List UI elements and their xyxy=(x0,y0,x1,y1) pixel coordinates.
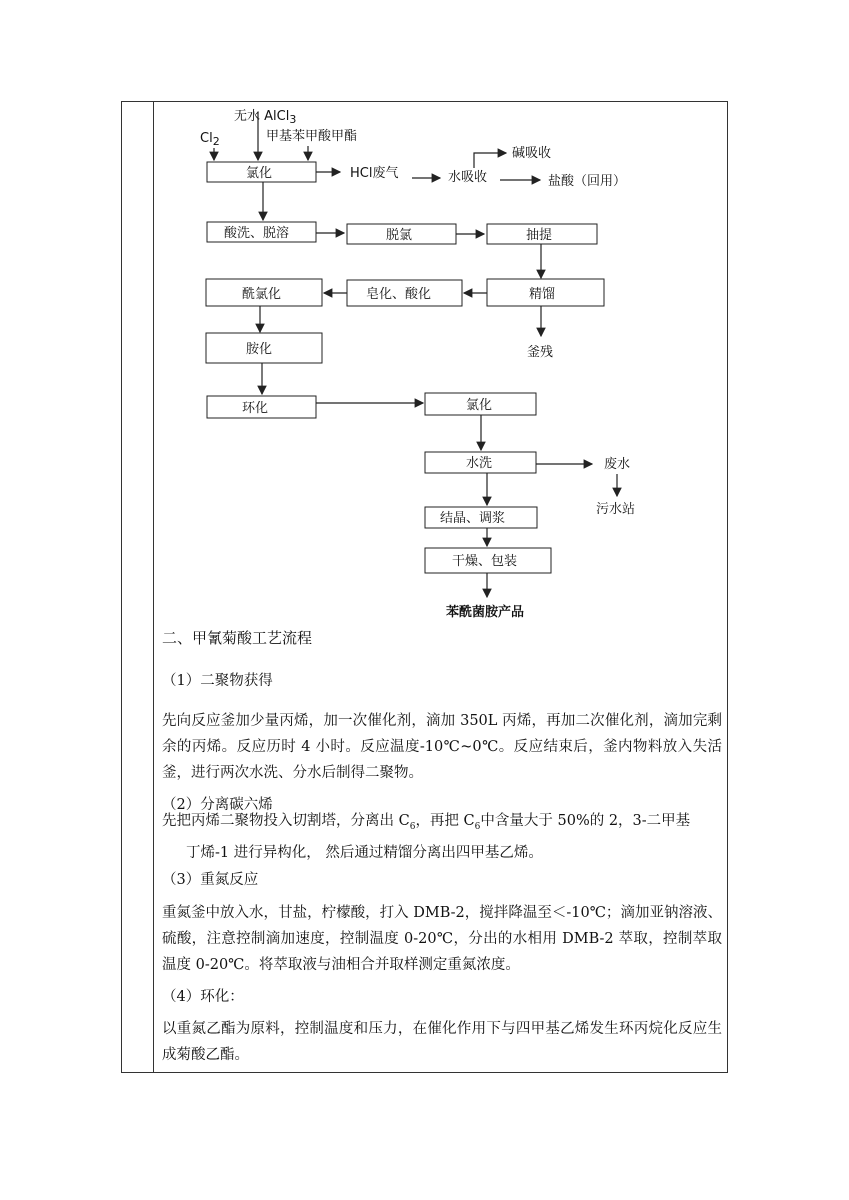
s1-body: 先向反应釜加少量丙烯，加一次催化剂，滴加 350L 丙烯，再加二次催化剂，滴加完剩余的丙烯。反应历时 4 小时。反应温度-10℃~0℃。反应结束后，釜内物料放入失活釜，进行两次水洗、分水后制得二聚物。 xyxy=(162,713,722,781)
s1-title: （1）二聚物获得 xyxy=(162,673,273,689)
section-title: 二、甲氰菊酸工艺流程 xyxy=(162,629,313,647)
residue-label: 釜残 xyxy=(527,345,554,360)
box-amidation-label: 胺化 xyxy=(246,342,273,357)
wastewater-label: 废水 xyxy=(604,457,631,472)
box-waterwash-label: 水洗 xyxy=(466,456,493,471)
hcl-gas-label: HCl废气 xyxy=(350,166,399,181)
product-label: 苯酰菌胺产品 xyxy=(446,605,525,620)
box-dry-label: 干燥、包装 xyxy=(452,554,518,569)
s4-body: 以重氮乙酯为原料，控制温度和压力，在催化作用下与四甲基乙烯发生环丙烷化反应生成菊酸乙酯。 xyxy=(162,1021,722,1063)
input-cl2: $Cl_2$ xyxy=(200,131,220,148)
box-extract-label: 抽提 xyxy=(526,228,553,243)
input-ester: 甲基苯甲酸甲酯 xyxy=(266,129,358,144)
box-crystal-label: 结晶、调浆 xyxy=(440,511,506,526)
s2-title: （2）分离碳六烯 xyxy=(162,797,273,813)
box-chlorination-1-label: 氯化 xyxy=(246,166,273,181)
s3-body: 重氮釜中放入水，甘盐，柠檬酸，打入 DMB-2，搅拌降温至＜-10℃；滴加亚钠溶液、硫酸，注意控制滴加速度，控制温度 0-20℃，分出的水相用 DMB-2 萃取，控制萃取温度 0-20℃。将萃取液与油相合并取样测定重氮浓度。 xyxy=(162,905,722,973)
water-absorb-label: 水吸收 xyxy=(448,170,488,185)
s2-body: 先把丙烯二聚物投入切割塔，分离出 $C_6$，再把 $C_6$中含量大于 50%的 2，3-二甲基 丁烯-1 进行异构化， 然后通过精馏分离出四甲基乙烯。 xyxy=(162,813,691,861)
hydrochloric-label: 盐酸（回用） xyxy=(548,174,627,189)
box-acidwash-label: 酸洗、脱溶 xyxy=(224,226,290,241)
box-saponify-label: 皂化、酸化 xyxy=(366,287,432,302)
box-dechlor-label: 脱氯 xyxy=(386,228,413,243)
sewage-station-label: 污水站 xyxy=(596,502,636,517)
box-chlorination-2-label: 氯化 xyxy=(466,398,493,413)
arrow xyxy=(474,153,506,168)
input-alcl3: 无水 AlCl$_3$ xyxy=(234,109,297,126)
box-acylchlor-label: 酰氯化 xyxy=(242,287,282,302)
s4-title: （4）环化： xyxy=(162,989,244,1005)
s3-title: （3）重氮反应 xyxy=(162,872,259,888)
box-rectify-label: 精馏 xyxy=(529,287,556,302)
box-cyclization-label: 环化 xyxy=(242,401,269,416)
alkali-absorb-label: 碱吸收 xyxy=(512,146,552,161)
